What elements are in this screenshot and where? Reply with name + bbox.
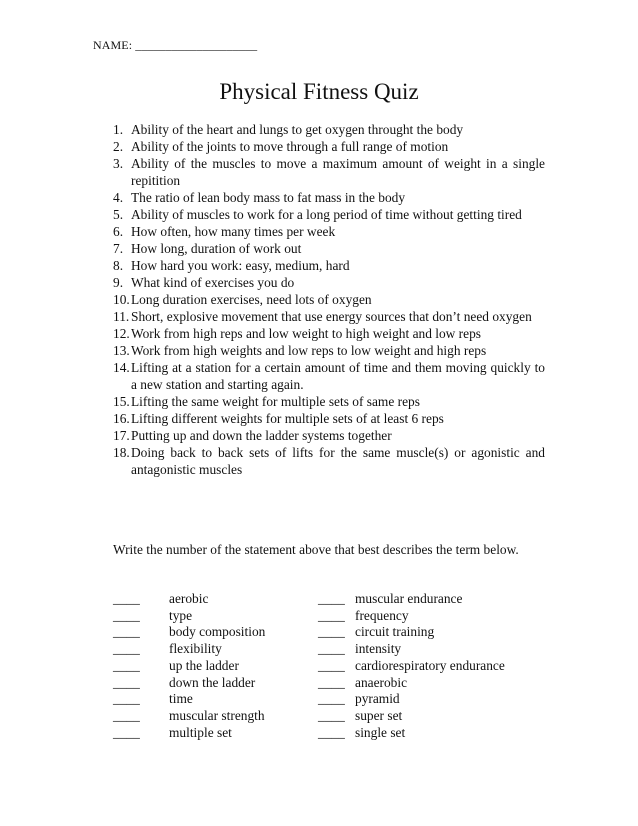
question-item <box>113 206 545 223</box>
question-item <box>113 223 545 240</box>
question-number: 10. <box>113 292 130 307</box>
question-text: How hard you work: easy, medium, hard <box>131 258 350 273</box>
term-label: pyramid <box>355 691 400 707</box>
matching-row <box>318 708 505 725</box>
question-text: Doing back to back sets of lifts for the same muscle(s) or agonistic and antagonistic muscles <box>131 445 545 477</box>
question-text: Work from high reps and low weight to high weight and low reps <box>131 326 481 341</box>
question-text: Ability of the muscles to move a maximum amount of weight in a single repitition <box>131 156 545 188</box>
question-number: 14. <box>113 360 130 375</box>
matching-row <box>318 624 505 641</box>
question-item <box>113 121 545 138</box>
question-item <box>113 189 545 206</box>
question-item <box>113 427 545 444</box>
answer-blank[interactable]: ____ <box>113 607 140 623</box>
matching-row <box>318 691 505 708</box>
matching-column-left <box>113 591 265 741</box>
term-label: down the ladder <box>169 674 256 690</box>
answer-blank[interactable]: ____ <box>318 624 345 640</box>
question-number: 4. <box>113 190 124 205</box>
page-title: Physical Fitness Quiz <box>219 79 419 104</box>
answer-blank[interactable]: ____ <box>113 591 140 606</box>
instructions-text: Write the number of the statement above that best describes the term below. <box>113 542 519 557</box>
question-number: 16. <box>113 411 130 426</box>
term-label: body composition <box>169 624 266 640</box>
question-number: 5. <box>113 207 124 222</box>
matching-row <box>113 725 265 742</box>
answer-blank[interactable]: ____ <box>113 641 140 657</box>
term-label: type <box>169 607 193 623</box>
term-label: muscular strength <box>169 707 265 723</box>
term-label: muscular endurance <box>355 591 463 606</box>
matching-row <box>113 691 265 708</box>
matching-row <box>113 641 265 658</box>
name-field[interactable]: NAME: ____________________ <box>93 38 258 52</box>
answer-blank[interactable]: ____ <box>318 724 345 740</box>
question-item <box>113 291 545 308</box>
question-text: Short, explosive movement that use energy sources that don’t need oxygen <box>131 309 532 324</box>
question-item <box>113 274 545 291</box>
question-item <box>113 240 545 257</box>
matching-row <box>113 658 265 675</box>
term-label: cardiorespiratory endurance <box>355 657 505 673</box>
matching-row <box>318 658 505 675</box>
matching-row <box>318 725 505 742</box>
answer-blank[interactable]: ____ <box>113 724 140 740</box>
question-text: Ability of muscles to work for a long period of time without getting tired <box>131 207 522 222</box>
term-label: flexibility <box>169 641 222 657</box>
question-number: 18. <box>113 445 130 460</box>
term-label: intensity <box>355 641 402 657</box>
question-list <box>113 121 545 478</box>
question-text: Work from high weights and low reps to low weight and high reps <box>131 343 487 358</box>
question-number: 11. <box>113 309 130 324</box>
question-text: What kind of exercises you do <box>131 275 295 290</box>
matching-row <box>113 624 265 641</box>
question-item <box>113 410 545 427</box>
answer-blank[interactable]: ____ <box>113 707 140 723</box>
answer-blank[interactable]: ____ <box>318 657 345 673</box>
question-item <box>113 359 545 393</box>
answer-blank[interactable]: ____ <box>318 607 345 623</box>
question-text: Lifting at a station for a certain amount of time and them moving quickly to a new station and starting again. <box>131 360 545 392</box>
matching-row <box>318 591 505 608</box>
answer-blank[interactable]: ____ <box>113 674 140 690</box>
matching-row <box>318 641 505 658</box>
term-label: up the ladder <box>169 657 239 673</box>
answer-blank[interactable]: ____ <box>318 591 345 606</box>
term-label: circuit training <box>355 624 435 640</box>
answer-blank[interactable]: ____ <box>113 691 140 707</box>
question-item <box>113 308 545 325</box>
answer-blank[interactable]: ____ <box>113 657 140 673</box>
question-item <box>113 342 545 359</box>
question-number: 13. <box>113 343 130 358</box>
question-number: 6. <box>113 224 124 239</box>
question-item <box>113 155 545 189</box>
matching-row <box>113 675 265 692</box>
term-label: single set <box>355 724 406 740</box>
answer-blank[interactable]: ____ <box>318 674 345 690</box>
question-text: How often, how many times per week <box>131 224 336 239</box>
matching-column-right <box>318 591 505 741</box>
question-item <box>113 393 545 410</box>
term-label: multiple set <box>169 724 232 740</box>
question-text: The ratio of lean body mass to fat mass in the body <box>131 190 406 205</box>
question-number: 9. <box>113 275 124 290</box>
question-text: How long, duration of work out <box>131 241 302 256</box>
matching-row <box>113 708 265 725</box>
question-number: 2. <box>113 139 124 154</box>
question-item <box>113 257 545 274</box>
question-text: Ability of the joints to move through a full range of motion <box>131 139 449 154</box>
question-item <box>113 444 545 478</box>
question-number: 8. <box>113 258 124 273</box>
question-text: Ability of the heart and lungs to get oxygen throught the body <box>131 122 464 137</box>
question-number: 12. <box>113 326 130 341</box>
question-text: Putting up and down the ladder systems together <box>131 428 392 443</box>
question-text: Lifting the same weight for multiple sets of same reps <box>131 394 420 409</box>
question-number: 7. <box>113 241 124 256</box>
answer-blank[interactable]: ____ <box>113 624 140 640</box>
question-text: Lifting different weights for multiple sets of at least 6 reps <box>131 411 444 426</box>
question-item <box>113 325 545 342</box>
matching-row <box>318 608 505 625</box>
term-label: time <box>169 691 193 707</box>
answer-blank[interactable]: ____ <box>318 691 345 707</box>
question-number: 15. <box>113 394 130 409</box>
term-label: aerobic <box>169 591 209 606</box>
question-number: 1. <box>113 122 124 137</box>
term-label: super set <box>355 707 403 723</box>
question-number: 3. <box>113 156 124 171</box>
answer-blank[interactable]: ____ <box>318 707 345 723</box>
matching-row <box>113 608 265 625</box>
matching-row <box>318 675 505 692</box>
term-label: frequency <box>355 607 409 623</box>
question-text: Long duration exercises, need lots of oxygen <box>131 292 372 307</box>
matching-row <box>113 591 265 608</box>
question-number: 17. <box>113 428 130 443</box>
answer-blank[interactable]: ____ <box>318 641 345 657</box>
term-label: anaerobic <box>355 674 408 690</box>
question-item <box>113 138 545 155</box>
